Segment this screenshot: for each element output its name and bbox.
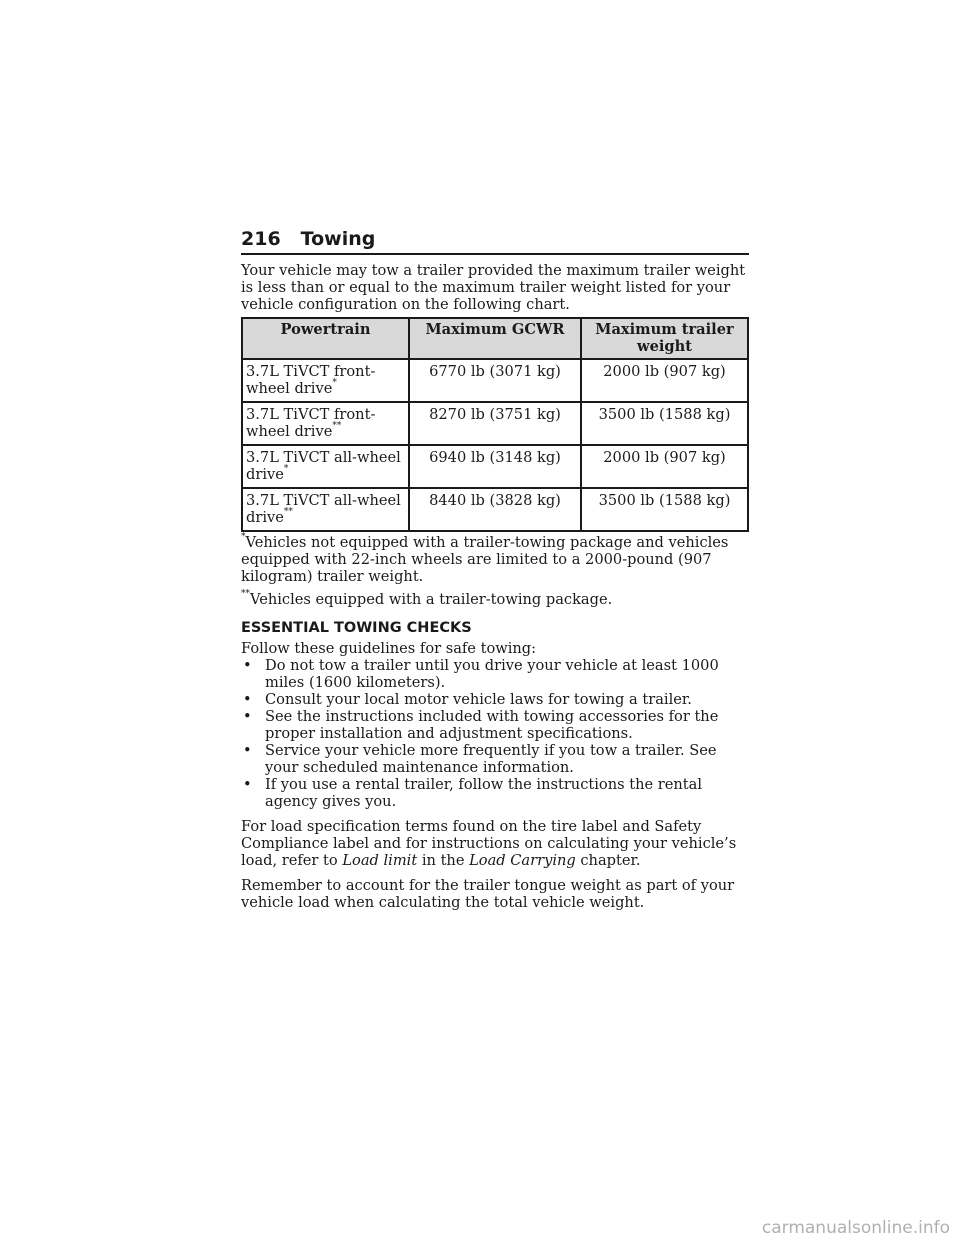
trailer-weight-cell: 2000 lb (907 kg) <box>581 445 748 488</box>
gcwr-cell: 8440 lb (3828 kg) <box>409 488 581 531</box>
powertrain-cell <box>242 359 409 402</box>
powertrain-text: 3.7L TiVCT all-wheel drive <box>246 449 401 483</box>
paragraph-text: in the <box>417 852 470 869</box>
table-row <box>242 488 748 531</box>
gcwr-cell: 6940 lb (3148 kg) <box>409 445 581 488</box>
table-header-row <box>242 318 748 359</box>
powertrain-text: 3.7L TiVCT front-wheel drive <box>246 406 376 440</box>
watermark: carmanualsonline.info <box>761 1218 950 1238</box>
footnote-mark: * <box>241 532 246 543</box>
trailer-weight-cell: 2000 lb (907 kg) <box>581 359 748 402</box>
page-number: 216 <box>241 228 281 250</box>
powertrain-cell <box>242 445 409 488</box>
powertrain-cell <box>242 402 409 445</box>
list-item <box>241 708 749 742</box>
column-header-gcwr: Maximum GCWR <box>409 318 581 359</box>
guidelines-list <box>241 657 749 810</box>
powertrain-cell <box>242 488 409 531</box>
footnote-mark: ** <box>241 589 250 600</box>
load-spec-paragraph <box>241 818 749 869</box>
footnote <box>241 534 749 585</box>
bullet-icon: • <box>243 708 252 725</box>
list-item <box>241 742 749 776</box>
column-header-powertrain: Powertrain <box>242 318 409 359</box>
load-limit-reference: Load limit <box>342 852 418 869</box>
table-row <box>242 359 748 402</box>
list-item-text: Do not tow a trailer until you drive your vehicle at least 1000 miles (1600 kilometers). <box>265 657 719 691</box>
page-header <box>241 228 749 255</box>
table-footnotes <box>241 534 749 608</box>
footnote-text: Vehicles equipped with a trailer-towing package. <box>250 591 613 608</box>
footnote <box>241 591 749 608</box>
footnote-text: Vehicles not equipped with a trailer-towing package and vehicles equipped with 22-inch wheels are limited to a 2000-pound (907 kilogram) trailer weight. <box>241 534 729 585</box>
footnote-mark: ** <box>283 507 293 518</box>
load-carrying-reference: Load Carrying <box>469 852 576 869</box>
paragraph-text: For load specification terms found on the tire label and Safety Compliance label and for instructions on calculating your vehicle’s load, refer to <box>241 818 737 869</box>
list-item-text: If you use a rental trailer, follow the instructions the rental agency gives you. <box>265 776 702 810</box>
trailer-weight-cell: 3500 lb (1588 kg) <box>581 488 748 531</box>
section-heading: ESSENTIAL TOWING CHECKS <box>241 620 472 636</box>
intro-paragraph: Your vehicle may tow a trailer provided the maximum trailer weight is less than or equal to the maximum trailer weight listed for your vehicle configuration on the following chart. <box>241 262 746 313</box>
list-item <box>241 691 749 708</box>
footnote-mark: ** <box>332 421 342 432</box>
guidelines-lead: Follow these guidelines for safe towing: <box>241 640 537 657</box>
bullet-icon: • <box>243 742 252 759</box>
column-header-trailer-weight: Maximum trailer weight <box>581 318 748 359</box>
table-row <box>242 445 748 488</box>
powertrain-text: 3.7L TiVCT front-wheel drive <box>246 363 376 397</box>
gcwr-cell: 6770 lb (3071 kg) <box>409 359 581 402</box>
tongue-weight-paragraph: Remember to account for the trailer tongue weight as part of your vehicle load when calculating the total vehicle weight. <box>241 877 735 911</box>
bullet-icon: • <box>243 691 252 708</box>
trailer-weight-cell: 3500 lb (1588 kg) <box>581 402 748 445</box>
paragraph-text: chapter. <box>575 852 641 869</box>
bullet-icon: • <box>243 776 252 793</box>
list-item-text: Service your vehicle more frequently if you tow a trailer. See your scheduled maintenance information. <box>265 742 717 776</box>
list-item <box>241 657 749 691</box>
footnote-mark: * <box>283 464 289 475</box>
powertrain-text: 3.7L TiVCT all-wheel drive <box>246 492 401 526</box>
gcwr-cell: 8270 lb (3751 kg) <box>409 402 581 445</box>
bullet-icon: • <box>243 657 252 674</box>
list-item <box>241 776 749 810</box>
manual-page <box>241 228 749 911</box>
list-item-text: See the instructions included with towing accessories for the proper installation and adjustment specifications. <box>265 708 719 742</box>
section-title: Towing <box>300 228 376 250</box>
towing-capacity-table <box>241 317 749 532</box>
table-row <box>242 402 748 445</box>
footnote-mark: * <box>332 378 337 389</box>
list-item-text: Consult your local motor vehicle laws for towing a trailer. <box>265 691 692 708</box>
